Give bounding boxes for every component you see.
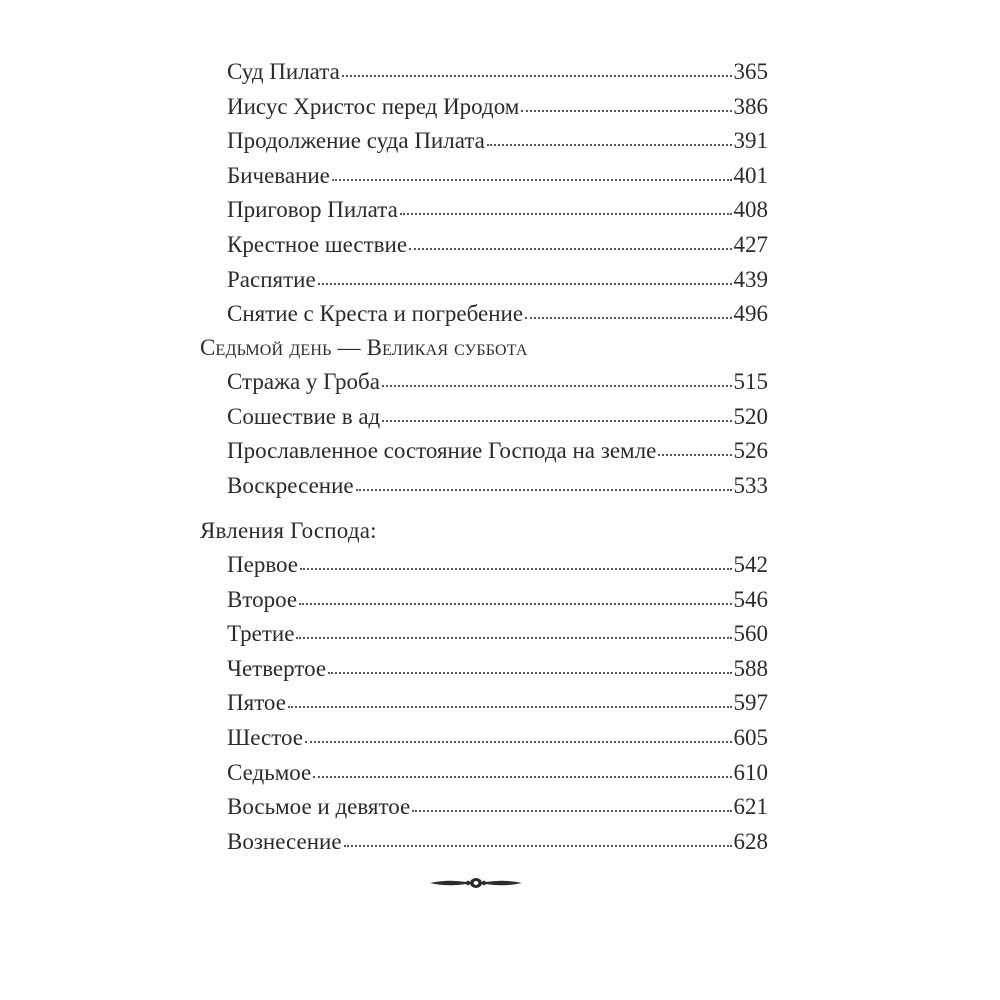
toc-entry-page: 605 [733, 724, 768, 750]
toc-entry [200, 228, 768, 263]
toc-entry-title: Первое [227, 552, 299, 577]
toc-leader-dots [288, 705, 732, 708]
toc-entry-title: Продолжение суда Пилата [227, 128, 485, 154]
toc-leader-dots [300, 567, 731, 570]
toc-entry-title: Вознесение [227, 828, 342, 854]
toc-entry [200, 434, 768, 469]
toc-entry-title: Стража у Гроба [227, 369, 380, 394]
toc-entry [200, 721, 768, 756]
toc-entry-title: Распятие [227, 266, 316, 292]
toc-section-heading: Явления Господа: [200, 518, 377, 543]
toc-entry [200, 790, 768, 825]
toc-entry [200, 583, 768, 618]
toc-entry [200, 652, 768, 687]
toc-entry-title: Прославленное состояние Господа на земле [227, 438, 657, 464]
toc-entries [200, 548, 768, 859]
toc-entry [200, 263, 768, 298]
toc-entry-page: 408 [733, 197, 768, 223]
toc-entry-page: 610 [733, 759, 768, 785]
toc-entry [200, 756, 768, 791]
toc-entry-page: 401 [733, 162, 768, 188]
toc-entry-title: Суд Пилата [227, 59, 340, 84]
toc-entry-page: 621 [733, 794, 768, 820]
toc-leader-dots [342, 74, 732, 77]
toc-entry [200, 548, 768, 583]
end-ornament-icon [428, 873, 524, 893]
toc-entry-title: Второе [227, 586, 298, 612]
toc-entry-page: 439 [733, 266, 768, 292]
toc-leader-dots [332, 178, 732, 181]
toc-leader-dots [525, 316, 731, 319]
toc-entry-title: Снятие с Креста и погребение [227, 301, 524, 327]
toc-entry-page: 628 [733, 828, 768, 854]
toc-entry-page: 546 [733, 586, 768, 612]
toc-entry [200, 55, 768, 90]
toc-leader-dots [409, 247, 731, 250]
toc-entry-title: Четвертое [227, 655, 327, 681]
toc-entry [200, 617, 768, 652]
toc-leader-dots [344, 844, 732, 847]
toc-entry-page: 533 [733, 472, 768, 498]
toc-leader-dots [299, 602, 731, 605]
toc-entry-page: 542 [733, 552, 768, 577]
toc-entry-title: Приговор Пилата [227, 197, 398, 223]
toc-entry [200, 90, 768, 125]
toc-leader-dots [328, 671, 731, 674]
toc-entry-title: Иисус Христос перед Иродом [227, 93, 520, 119]
toc-entry [200, 365, 768, 400]
toc-entry-page: 386 [733, 93, 768, 119]
toc-entry [200, 469, 768, 504]
toc-entry [200, 297, 768, 332]
toc-section-passion [200, 55, 768, 332]
toc-entry [200, 124, 768, 159]
toc-leader-dots [658, 453, 731, 456]
toc-leader-dots [382, 419, 731, 422]
toc-leader-dots [305, 740, 732, 743]
toc-entry [200, 193, 768, 228]
toc-entry-title: Седьмое [227, 759, 312, 785]
toc-entry [200, 825, 768, 860]
toc-entry-page: 427 [733, 231, 768, 257]
toc-leader-dots [356, 488, 732, 491]
toc-entry-page: 365 [733, 59, 768, 84]
toc-entry-title: Восьмое и девятое [227, 794, 411, 820]
toc-entries [200, 55, 768, 332]
toc-entry-page: 588 [733, 655, 768, 681]
toc-entries [200, 365, 768, 503]
toc-section-holy-saturday [200, 331, 768, 503]
toc-section-appearances [200, 514, 768, 859]
toc-leader-dots [296, 636, 731, 639]
toc-entry-title: Крестное шествие [227, 231, 408, 257]
toc-entry-page: 597 [733, 690, 768, 716]
toc-leader-dots [318, 282, 732, 285]
toc-entry-title: Шестое [227, 724, 303, 750]
toc-leader-dots [400, 212, 732, 215]
toc-entry-page: 496 [733, 301, 768, 327]
toc-entry [200, 400, 768, 435]
toc-entry-page: 560 [733, 621, 768, 647]
toc-entry-title: Воскресение [227, 472, 354, 498]
toc-entry-page: 520 [733, 403, 768, 429]
toc-entry [200, 159, 768, 194]
toc-leader-dots [521, 109, 731, 112]
toc-leader-dots [412, 809, 731, 812]
toc-entry-title: Сошествие в ад [227, 403, 381, 429]
toc-entry-title: Третие [227, 621, 295, 647]
toc-entry-title: Бичевание [227, 162, 330, 188]
toc-leader-dots [487, 143, 732, 146]
toc-leader-dots [382, 384, 732, 387]
toc-entry-page: 515 [733, 369, 768, 394]
toc-leader-dots [313, 775, 731, 778]
toc-entry-title: Пятое [227, 690, 286, 716]
toc-entry [200, 686, 768, 721]
toc-entry-page: 391 [733, 128, 768, 154]
toc-entry-page: 526 [733, 438, 768, 464]
toc-section-heading: Седьмой день — Великая суббота [200, 335, 528, 360]
